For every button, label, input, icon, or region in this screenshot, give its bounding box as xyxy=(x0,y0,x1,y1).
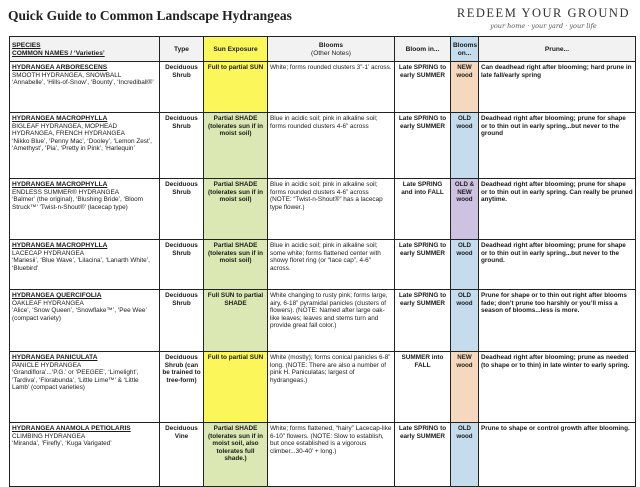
species-name: HYDRANGEA PANICULATA xyxy=(12,354,98,361)
blooms-cell: White (mostly); forms conical panicles 6-8” long. (NOTE: There are also a number of pink H. Paniculatas; largest of hydrangeas.) xyxy=(268,352,395,423)
table-row xyxy=(10,240,636,290)
common-names: OAKLEAF HYDRANGEA xyxy=(12,299,84,307)
blooms-on-cell: OLD wood xyxy=(451,290,479,352)
common-names: CLIMBING HYDRANGEA xyxy=(12,432,86,440)
header-bloom-in: Bloom in... xyxy=(395,37,451,62)
header-blooms-label: Blooms xyxy=(318,41,344,49)
sun-exposure-cell: Full to partial SUN xyxy=(204,62,268,113)
header-species-label: SPECIES xyxy=(12,41,41,49)
blooms-cell: White; forms flattened, “hairy” Lacecap-like 6-10” flowers. (NOTE: Slow to establish, but once established is a vigorous climber...30-40’ + long.) xyxy=(268,423,395,487)
sun-exposure-cell: Partial SHADE (tolerates sun if in moist soil) xyxy=(204,240,268,290)
header-common-label: COMMON NAMES / ‘Varieties’ xyxy=(12,49,105,57)
bloom-in-cell: SUMMER into FALL xyxy=(395,352,451,423)
varieties: ‘Miranda’, ‘Firefly’, ‘Kuga Varigated’ xyxy=(12,440,112,448)
prune-cell: Deadhead right after blooming; prune as needed (to shape or to thin) in late winter to early spring. xyxy=(479,352,636,423)
blooms-on-cell: OLD wood xyxy=(451,113,479,179)
blooms-on-cell: OLD wood xyxy=(451,240,479,290)
blooms-cell: Blue in acidic soil; pink in alkaline soil; forms rounded clusters 4-6” across (NOTE: “Twist-n-Shout®” has a lacecap type flower.) xyxy=(268,179,395,240)
type-cell: Deciduous Vine xyxy=(160,423,204,487)
header-blooms-on: Blooms on... xyxy=(451,37,479,62)
table-row xyxy=(10,113,636,179)
species-cell xyxy=(10,62,160,113)
header-blooms xyxy=(268,37,395,62)
header-prune: Prune... xyxy=(479,37,636,62)
table-row xyxy=(10,62,636,113)
varieties: ‘Nikko Blue’, ‘Penny Mac’, ‘Dooley’, ‘Lemon Zest’, ‘Amethyst’, ‘Pia’, ‘Pretty in Pink’, ‘Harlequin’ xyxy=(12,137,152,153)
type-cell: Deciduous Shrub xyxy=(160,62,204,113)
type-cell: Deciduous Shrub xyxy=(160,290,204,352)
sun-exposure-cell: Partial SHADE (tolerates sun if in moist soil) xyxy=(204,113,268,179)
sun-exposure-cell: Partial SHADE (tolerates sun if in moist soil) xyxy=(204,179,268,240)
varieties: ‘Annabelle’, ‘Hills-of-Snow’, ‘Bounty’, ‘Incrediball®’ xyxy=(12,79,154,87)
species-name: HYDRANGEA MACROPHYLLA xyxy=(12,181,108,188)
blooms-cell: Blue in acidic soil; pink in alkaline soil; some white; forms flattened center with showy floret ring (or “lace cap”, 4-6” across. xyxy=(268,240,395,290)
species-cell xyxy=(10,423,160,487)
common-names: PANICLE HYDRANGEA xyxy=(12,361,82,369)
prune-cell: Prune to shape or control growth after blooming. xyxy=(479,423,636,487)
species-cell xyxy=(10,179,160,240)
varieties: ‘Grandiflora’...‘P.G.’ or ‘PEEGEE’, ‘Limelight’, ‘Tardiva’, ‘Florabunda’, ‘Little Lime™’ & ‘Little Lamb’ (compact varieties) xyxy=(12,369,139,392)
blooms-on-cell: OLD wood xyxy=(451,423,479,487)
varieties: ‘Mariesii’, ‘Blue Wave’, ‘Lilacina’, ‘Lanarth White’, ‘Bluebird’ xyxy=(12,257,150,272)
species-name: HYDRANGEA MACROPHYLLA xyxy=(12,242,108,249)
table-row xyxy=(10,352,636,423)
brand-name: REDEEM YOUR GROUND xyxy=(456,6,630,20)
blooms-on-cell: NEW wood xyxy=(451,62,479,113)
bloom-in-cell: Late SPRING to early SUMMER xyxy=(395,290,451,352)
type-cell: Deciduous Shrub xyxy=(160,113,204,179)
species-name: HYDRANGEA QUERCIFOLIA xyxy=(12,292,102,299)
type-cell: Deciduous Shrub xyxy=(160,179,204,240)
sun-exposure-cell: Partial SHADE (tolerates sun if in moist soil, also tolerates full shade.) xyxy=(204,423,268,487)
species-name: HYDRANGEA MACROPHYLLA xyxy=(12,115,108,122)
sun-exposure-cell: Full SUN to partial SHADE xyxy=(204,290,268,352)
common-names: BIGLEAF HYDRANGEA, MOPHEAD HYDRANGEA, FRENCH HYDRANGEA xyxy=(12,122,125,138)
header-sun: Sun Exposure xyxy=(204,37,268,62)
brand-tagline: your home · your yard · your life xyxy=(490,22,597,30)
prune-cell: Deadhead right after blooming; prune for shape or to thin out in early spring...but never to the ground. xyxy=(479,240,636,290)
varieties: ‘Alice’, ‘Snow Queen’, ‘Snowflake™’, ‘Pee Wee’ (compact variety) xyxy=(12,307,147,322)
prune-cell: Deadhead right after blooming; prune for shape or to thin out in early spring...but never to the ground xyxy=(479,113,636,179)
bloom-in-cell: Late SPRING to early SUMMER xyxy=(395,423,451,487)
prune-cell: Prune for shape or to thin out right after blooms fade; don’t prune too harshly or you’ll miss a season of blooms...less is more. xyxy=(479,290,636,352)
header-type: Type xyxy=(160,37,204,62)
header-blooms-sub: (Other Notes) xyxy=(311,49,351,57)
brand-logo xyxy=(457,6,630,30)
table-header-row xyxy=(10,37,636,62)
bloom-in-cell: Late SPRING to early SUMMER xyxy=(395,240,451,290)
hydrangea-table xyxy=(9,36,636,487)
common-names: ENDLESS SUMMER® HYDRANGEA xyxy=(12,188,119,196)
species-cell xyxy=(10,290,160,352)
common-names: SMOOTH HYDRANGEA, SNOWBALL xyxy=(12,71,122,79)
type-cell: Deciduous Shrub (can be trained to tree-form) xyxy=(160,352,204,423)
blooms-cell: White changing to rusty pink; forms large, airy, 6-18” pyramidal panicles (clusters of flowers). (NOTE: Named after large oak-like leaves; leaves and stems turn and provide great fall color.) xyxy=(268,290,395,352)
table-row xyxy=(10,423,636,487)
blooms-cell: Blue in acidic soil; pink in alkaline soil; forms rounded clusters 4-6” across xyxy=(268,113,395,179)
species-name: HYDRANGEA ANAMOLA PETIOLARIS xyxy=(12,425,131,432)
sun-exposure-cell: Full to partial SUN xyxy=(204,352,268,423)
species-cell xyxy=(10,352,160,423)
table-row xyxy=(10,290,636,352)
species-name: HYDRANGEA ARBORESCENS xyxy=(12,64,108,71)
page-title: Quick Guide to Common Landscape Hydrangeas xyxy=(8,8,292,23)
table-row xyxy=(10,179,636,240)
prune-cell: Can deadhead right after blooming; hard prune in late fall/early spring xyxy=(479,62,636,113)
species-cell xyxy=(10,113,160,179)
blooms-on-cell: NEW wood xyxy=(451,352,479,423)
varieties: ‘Balmer’ (the original), ‘Blushing Bride’, ‘Bloom Struck™’ ‘Twist-n-Shout®’ (lacecap type) xyxy=(12,196,144,211)
bloom-in-cell: Late SPRING to early SUMMER xyxy=(395,113,451,179)
header-species xyxy=(10,37,160,62)
type-cell: Deciduous Shrub xyxy=(160,240,204,290)
species-cell xyxy=(10,240,160,290)
blooms-cell: White; forms rounded clusters 3”-1’ across. xyxy=(268,62,395,113)
bloom-in-cell: Late SPRING to early SUMMER xyxy=(395,62,451,113)
prune-cell: Deadhead right after blooming; prune for shape or to thin out in early spring. Can really be pruned anytime. xyxy=(479,179,636,240)
blooms-on-cell: OLD & NEW wood xyxy=(451,179,479,240)
common-names: LACECAP HYDRANGEA xyxy=(12,249,84,257)
bloom-in-cell: Late SPRING and into FALL xyxy=(395,179,451,240)
